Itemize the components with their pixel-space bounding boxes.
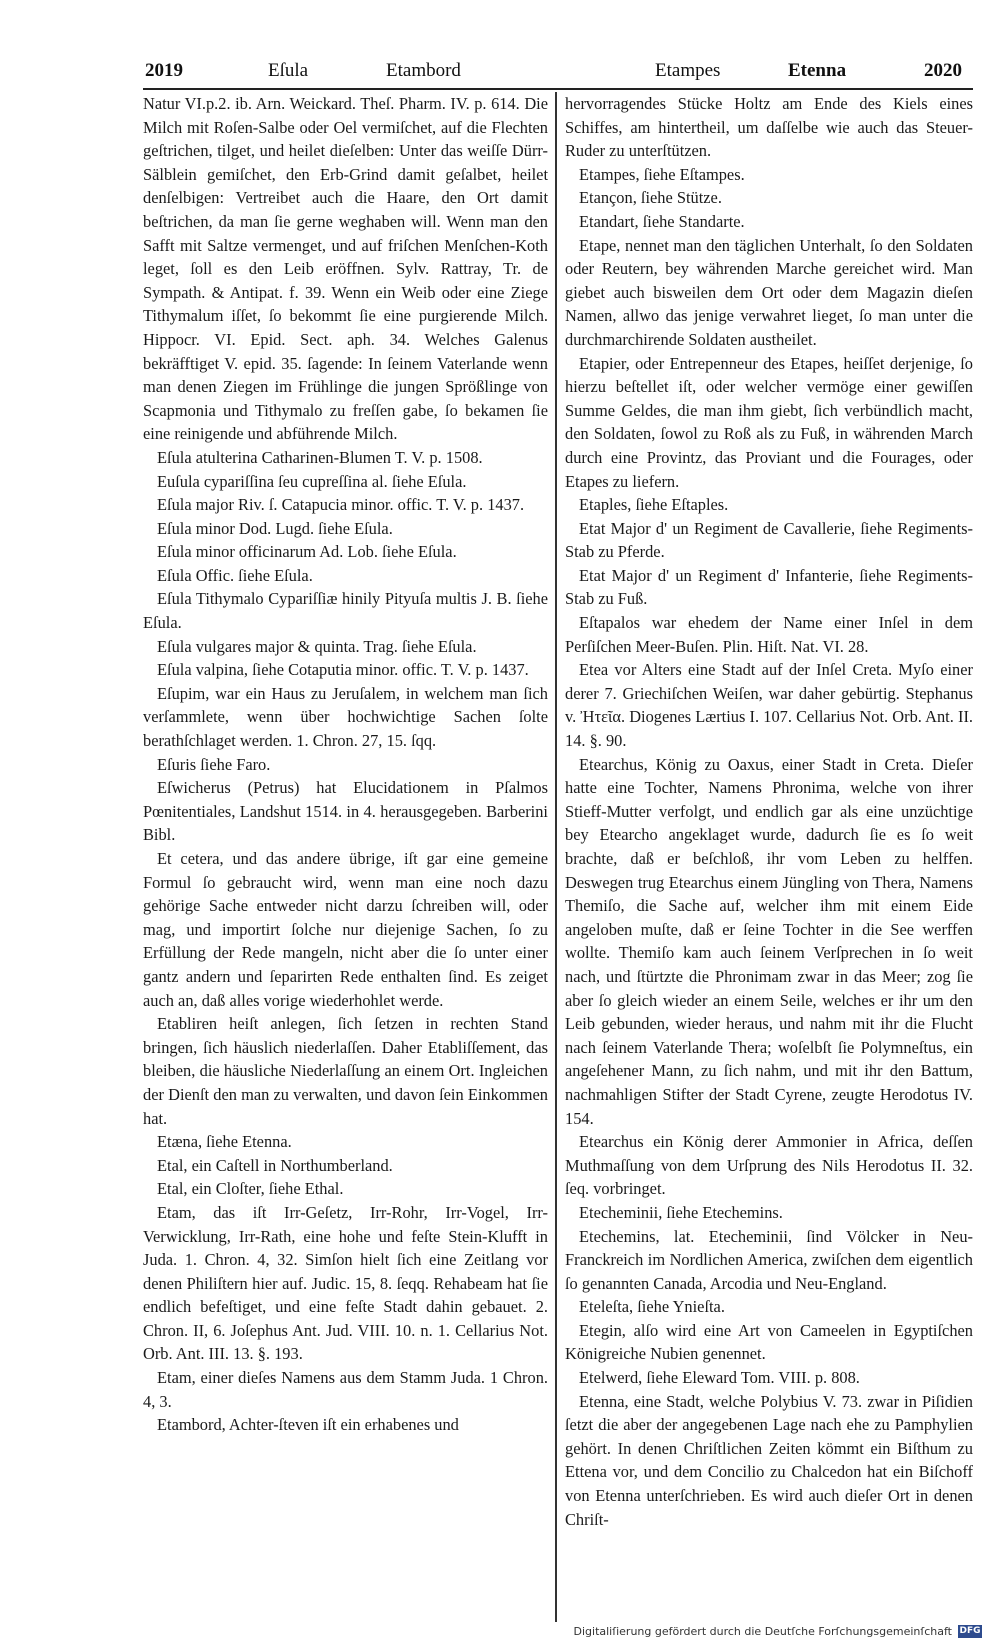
page-number-left: 2019 (145, 60, 183, 81)
entry: Etaples, ſiehe Eſtaples. (579, 495, 729, 515)
left-column (143, 92, 548, 1622)
column-divider (555, 92, 557, 1622)
entry: Etal, ein Cloſter, ſiehe Ethal. (157, 1179, 344, 1199)
entry: Etearchus, König zu Oaxus, einer Stadt in Creta. Dieſer hatte eine Tochter, Namens Phronima, welche von ihrer Stieff-Mutter verfolgt, und endlich gar als eine unzüchtige bey Etearcho angeklaget wurde, dadurch ſie es ſo weit brachte, daß er beſchloß, ihr vom Leben zu helffen. Deswegen trug Etearchus einem Jüngling von Thera, Namens Themiſo, die Sache auf, welcher ihm mit einem Eide angeloben muſte, daß er ſeine Tochter in die See werffen wollte. Themiſo kam auch ſeinem Verſprechen in ſo weit nach, und ſtürtzte die Phronimam zwar in das Meer; zog ſie aber ſo gleich wieder an einem Seile, welches er ihr um den Leib gebunden, wieder heraus, und nahm mit ihr die Flucht nach ſeinem Vaterlande Thera; woſelbſt ſie Polymneſtus, ein angeſehener Mann, zu ſich nahm, und mit ihr den Battum, nachmahligen Stifter der Stadt Cyrene, zeugte Herodotus IV. 154. (565, 754, 973, 1128)
catchword-3: Etampes (655, 60, 721, 81)
digitization-credit (574, 1622, 983, 1640)
entry: Eſula minor officinarum Ad. Lob. ſiehe Eſula. (157, 542, 457, 562)
entry: Etambord, Achter-ſteven iſt ein erhabenes und (157, 1415, 459, 1435)
entry: Eſtapalos war ehedem der Name einer Inſel in dem Perſiſchen Meer-Buſen. Plin. Hiſt. Nat. VI. 28. (565, 613, 973, 656)
entry: Etegin, alſo wird eine Art von Cameelen in Egyptiſchen Königreiche Nubien genennet. (565, 1320, 973, 1364)
dfg-logo-icon: DFG (959, 1625, 981, 1636)
entry: Eſula minor Dod. Lugd. ſiehe Eſula. (157, 518, 393, 538)
entry: Etampes, ſiehe Eſtampes. (579, 164, 745, 184)
entry: hervorragendes Stücke Holtz am Ende des Kiels eines Schiffes, am hintertheil, um daſſelbe wie auch das Steuer-Ruder zu unterſtützen. (565, 94, 973, 161)
header-rule (143, 88, 973, 90)
catchword-4: Etenna (788, 60, 847, 81)
entry: Eſuris ſiehe Faro. (157, 754, 271, 774)
running-header (143, 54, 968, 88)
entry: Etearchus ein König derer Ammonier in Africa, deſſen Muthmaſſung von dem Urſprung des Nils Herodotus II. 32. ſeq. vorbringet. (565, 1132, 973, 1199)
credit-text: Digitaliſierung gefördert durch die Deutſche Forſchungsgemeinſchaft (573, 1624, 952, 1638)
entry: Etam, einer dieſes Namens aus dem Stamm Juda. 1 Chron. 4, 3. (143, 1368, 548, 1411)
catchword-2: Etambord (386, 60, 461, 81)
entry: Et cetera, und das andere übrige, iſt gar eine gemeine Formul ſo gebraucht wird, wenn man eine noch dazu gehörige Sache entweder nicht darzu ſchreiben will, oder mag, und importirt ſolche nur diejenige Sachen, ſo zu Erfüllung der Rede mangeln, nicht aber die ſo unter einer gantz andern und ſeparirten Rede enthalten ſind. Es zeiget auch an, daß alles vorige wiederhohlet werde. (143, 849, 548, 1010)
entry: Eſula valpina, ſiehe Cotaputia minor. offic. T. V. p. 1437. (157, 660, 529, 680)
entry: Eſula Offic. ſiehe Eſula. (157, 565, 313, 585)
entry: Etabliren heiſt anlegen, ſich ſetzen in rechten Stand bringen, ſich häuslich niederlaſſen. Daher Etabliſſement, das bleiben, die häusliche Niederlaſſung an einem Ort. Ingleichen der Dienſt den man zu verwalten, und davon ſein Einkommen hat. (143, 1014, 548, 1128)
entry: Etea vor Alters eine Stadt auf der Inſel Creta. Myſo einer derer 7. Griechiſchen Weiſen, war daher gebürtig. Stephanus v. Ἠτεῖα. Diogenes Lærtius I. 107. Cellarius Not. Orb. Ant. II. 14. §. 90. (565, 660, 973, 751)
right-column (565, 92, 973, 1622)
entry: Etandart, ſiehe Standarte. (579, 211, 745, 231)
entry: Etat Major d' un Regiment de Cavallerie, ſiehe Regiments-Stab zu Pferde. (565, 518, 973, 562)
entry: Etam, das iſt Irr-Geſetz, Irr-Rohr, Irr-Vogel, Irr-Verwicklung, Irr-Rath, eine hohe und feſte Stein-Klufft in Juda. 1. Chron. 4, 32. Simſon hielt ſich eine Zeitlang vor denen Philiſtern hier auf. Judic. 15, 8. ſeqq. Rehabeam hat ſie endlich befeſtiget, und eine feſte Stadt dahin gebauet. 2. Chron. II, 6. Joſephus Ant. Jud. VIII. 10. n. 1. Cellarius Not. Orb. Ant. III. 13. §. 193. (143, 1202, 548, 1364)
entry: Eſupim, war ein Haus zu Jeruſalem, in welchem man ſich verſammlete, wenn über hochwichtige Sachen ſolte berathſchlaget werden. 1. Chron. 27, 15. ſqq. (143, 683, 548, 751)
page-number-right: 2020 (924, 60, 962, 81)
entry: Etal, ein Caſtell in Northumberland. (157, 1155, 393, 1175)
entry: Eſula atulterina Catharinen-Blumen T. V. p. 1508. (157, 447, 483, 467)
entry: Etechemins, lat. Etecheminii, ſind Völcker in Neu-Franckreich im Nordlichen America, zwiſchen dem eigentlich ſo genannten Canada, Arcodia und Neu-England. (565, 1226, 973, 1293)
entry: Etapier, oder Entrepenneur des Etapes, heiſſet derjenige, ſo hierzu beſtellet iſt, oder welcher vermöge einer gewiſſen Summe Geldes, die man ihm giebt, ſich verbündlich macht, den Soldaten, ſowol zu Roß als zu Fuß, in währenden March durch eine Provintz, das Proviant und die Fourages, oder Etapes zu liefern. (565, 353, 973, 491)
entry: Eſula major Riv. ſ. Catapucia minor. offic. T. V. p. 1437. (157, 495, 525, 515)
entry: Etat Major d' un Regiment d' Infanterie, ſiehe Regiments-Stab zu Fuß. (565, 565, 973, 609)
entry: Euſula cypariſſina ſeu cupreſſina al. ſiehe Eſula. (157, 471, 467, 491)
entry: Eſula vulgares major & quinta. Trag. ſiehe Eſula. (157, 636, 477, 656)
entry: Eſwicherus (Petrus) hat Elucidationem in Pſalmos Pœnitentiales, Landshut 1514. in 4. herausgegeben. Barberini Bibl. (143, 778, 548, 845)
entry: Eteleſta, ſiehe Ynieſta. (579, 1297, 725, 1317)
entry: Etæna, ſiehe Etenna. (157, 1132, 292, 1152)
entry: Natur VI.p.2. ib. Arn. Weickard. Theſ. Pharm. IV. p. 614. Die Milch mit Roſen-Salbe oder Oel vermiſchet, auf die Flechten geſtrichen, tilget, und heilet dieſelben: Unter das weiſſe Dürr-Sälblein gemiſchet, den Erb-Grind damit geſalbet, heilet denſelbigen: Vertreibet auch die Haare, den Ort damit beſtrichen, da man ſie gerne weghaben will. Wenn man den Safft mit Saltze vermenget, und auf friſchen Menſchen-Koth leget, ſoll es den Leib eröffnen. Sylv. Rattray, Tr. de Sympath. & Antipat. f. 39. Wenn ein Weib oder eine Ziege Tithymalum iſſet, ſo bekommt ſie eine purgierende Milch. Hippocr. VI. Epid. Sect. aph. 34. Welches Galenus bekräfftiget V. epid. 35. ſagende: In ſeinem Vaterlande wenn man denen Ziegen im Frühlinge die jungen Sprößlinge von Scapmonia und Tithymalo zu freſſen gabe, ſo bekamen ſie eine reinigende und abführende Milch. (143, 94, 548, 444)
entry: Etecheminii, ſiehe Etechemins. (579, 1202, 783, 1222)
entry: Etelwerd, ſiehe Eleward Tom. VIII. p. 808. (579, 1368, 860, 1388)
catchword-1: Eſula (268, 60, 309, 81)
entry: Etenna, eine Stadt, welche Polybius V. 73. zwar in Piſidien ſetzt die aber der angegebenen Lage nach ehe zu Pamphylien gehört. In denen Chriſtlichen Zeiten kömmt ein Biſthum zu Ettena vor, und dem Concilio zu Chalcedon hat ein Biſchoff von Etenna unterſchrieben. Es wird auch dieſer Ort in denen Chriſt- (565, 1391, 973, 1529)
entry: Eſula Tithymalo Cypariſſiæ hinily Pityuſa multis J. B. ſiehe Eſula. (143, 589, 548, 633)
entry: Etançon, ſiehe Stütze. (579, 188, 722, 208)
entry: Etape, nennet man den täglichen Unterhalt, ſo den Soldaten oder Reutern, bey währenden Marche gereichet wird. Man giebet auch bisweilen dem Ort oder dem Magazin dieſen Namen, allwo das jenige verwahret lieget, ſo man unter die durchmarchirende Soldaten austheilet. (565, 235, 973, 349)
